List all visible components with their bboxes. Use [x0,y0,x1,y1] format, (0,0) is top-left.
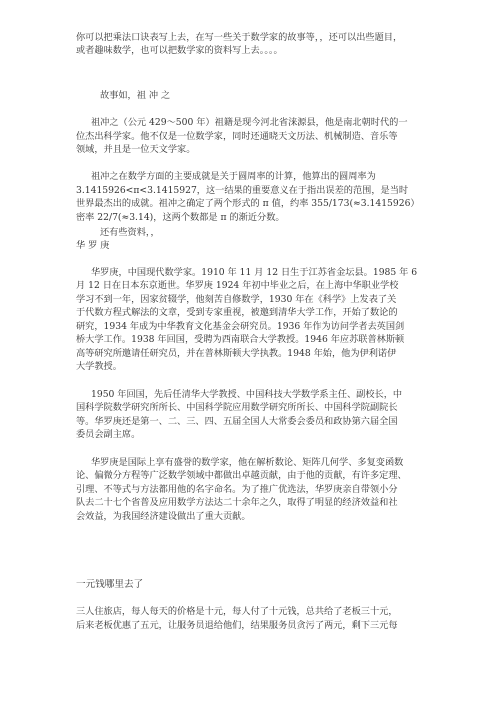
hua-para2-line-1: 1950 年回国，先后任清华大学教授、中国科技大学数学系主任、副校长，中 [91,389,403,400]
zu-para2-line-4: 密率 22/7(≈3.14)，这两个数都是 π 的渐近分数。 [76,212,285,223]
heading-hua-luogeng: 华 罗 庚 [76,240,110,251]
puzzle-title: 一元钱哪里去了 [76,579,144,590]
hua-para1-line-1: 华罗庚，中国现代数学家。1910 年 11 月 12 日生于江苏省金坛县。1985 年 6 [91,267,418,278]
hua-para1-line-5: 研究，1934 年成为中华教育文化基金会研究员。1936 年作为访问学者去英国剑 [76,321,405,332]
zu-para1-line-1: 祖冲之（公元 429～500 年）祖籍是现今河北省涞源县，他是南北朝时代的一 [91,117,408,128]
intro-line-2: 或者趣味数学，也可以把数学家的资料写上去。。。。 [76,45,283,56]
zu-para1-line-2: 位杰出科学家。他不仅是一位数学家，同时还通晓天文历法、机械制造、音乐等 [76,131,398,142]
hua-para3-line-2: 论、偏微分方程等广泛数学领域中都做出卓越贡献，由于他的贡献，有许多定理、 [76,470,407,481]
zu-para2-line-1: 祖冲之在数学方面的主要成就是关于圆周率的计算，他算出的圆周率为 [91,171,376,182]
hua-para1-line-6: 桥大学工作。1938 年回国，受聘为西南联合大学教授。1946 年应苏联普林斯顿 [76,334,405,345]
hua-para3-line-5: 会效益，为我国经济建设做出了重大贡献。 [76,511,251,522]
hua-para1-line-2: 月 12 日在日本东京逝世。华罗庚 1924 年初中毕业之后，在上海中华职业学校 [76,280,399,291]
hua-para2-line-2: 国科学院数学研究所所长、中国科学院应用数学研究所所长、中国科学院副院长 [76,402,398,413]
hua-para2-line-4: 委员会副主席。 [76,429,141,440]
intro-line-1: 你可以把乘法口诀表写上去，在写一些关于数学家的故事等，，还可以出些题目， [76,32,403,43]
story-heading-zu-chongzhi: 故事如，祖 冲 之 [100,90,171,101]
puzzle-line-2: 后来老板优惠了五元，让服务员退给他们，结果服务员贪污了两元，剩下三元每 [76,620,398,631]
hua-para3-line-1: 华罗庚是国际上享有盛誉的数学家，他在解析数论、矩阵几何学、多复变函数 [91,457,404,468]
puzzle-line-1: 三人住旅店，每人每天的价格是十元，每人付了十元钱，总共给了老板三十元， [76,606,398,617]
hua-para3-line-4: 队去二十七个省普及应用数学方法达二十余年之久，取得了明显的经济效益和社 [76,497,398,508]
hua-para1-line-8: 大学教授。 [76,361,122,372]
hua-para1-line-7: 高等研究所邀请任研究员，并在普林斯顿大学执教。1948 年始，他为伊利诺伊 [76,348,397,359]
zu-para2-line-3: 世界最杰出的成就。祖冲之确定了两个形式的 π 值，约率 355/173(≈3.1415926） [76,198,420,209]
hua-para1-line-3: 学习不到一年，因家贫辍学，他刻苦自修数学，1930 年在《科学》上发表了关 [76,294,397,305]
hua-para2-line-3: 等。华罗庚还是第一、二、三、四、五届全国人大常委会委员和政协第六届全国 [76,416,398,427]
zu-para1-line-3: 领域，并且是一位天文学家。 [76,144,196,155]
more-materials-line: 还有些资料，， [100,227,160,238]
zu-para2-line-2: 3.1415926<π<3.1415927，这一结果的重要意义在于指出误差的范围，是当时 [76,185,409,196]
hua-para1-line-4: 于代数方程式解法的文章，受到专家重视，被邀到清华大学工作，开始了数论的 [76,307,398,318]
hua-para3-line-3: 引理、不等式与方法都用他的名字命名。为了推广优选法，华罗庚亲自带领小分 [76,484,398,495]
